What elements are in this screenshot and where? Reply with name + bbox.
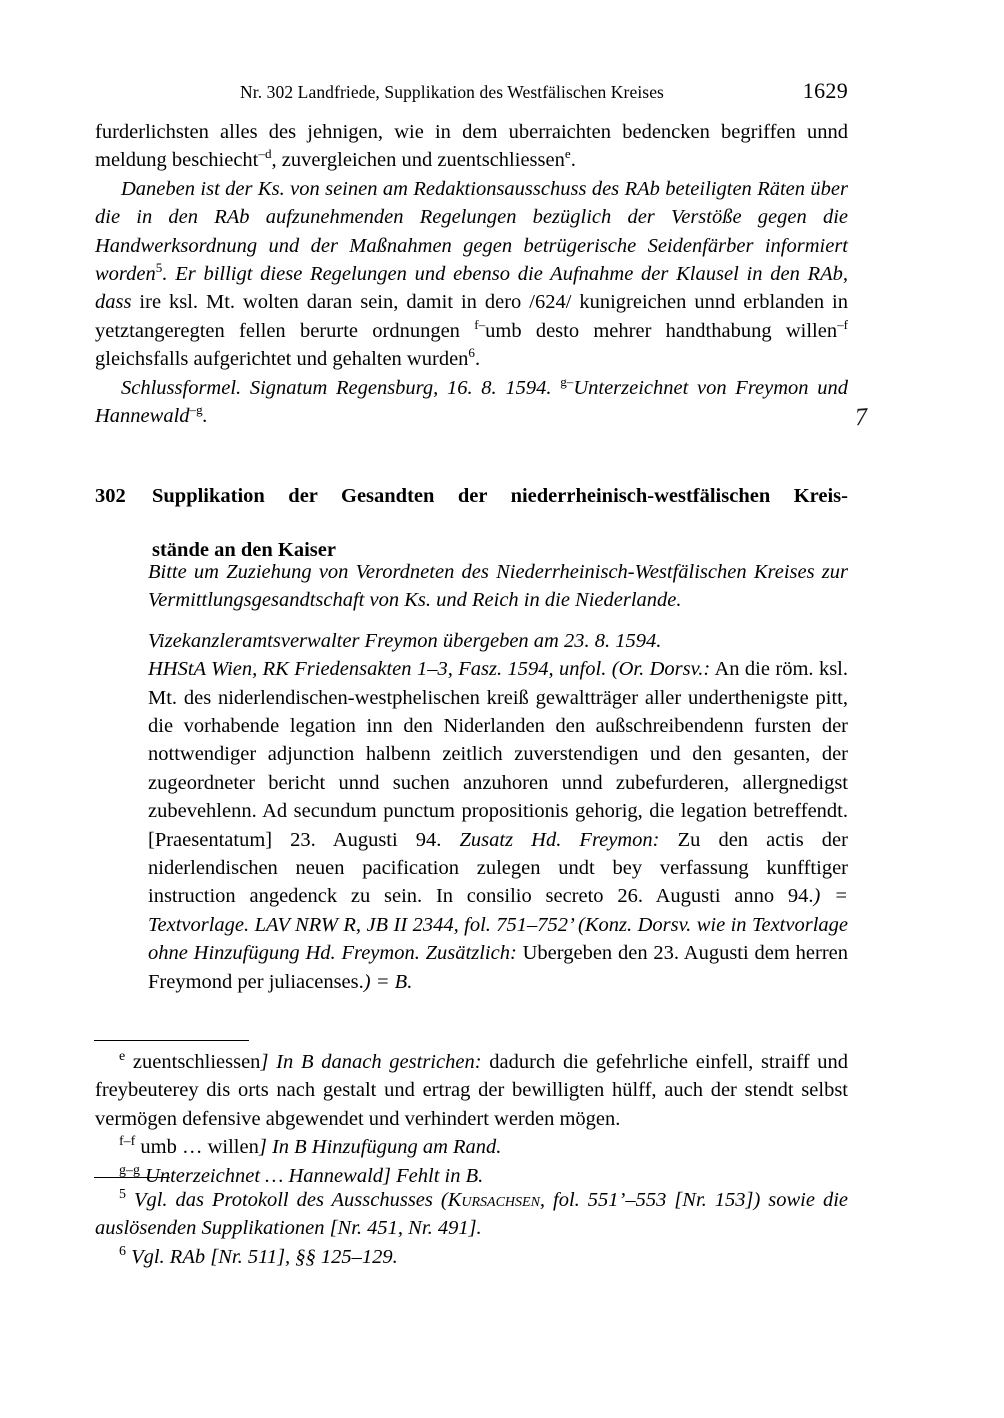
footnote-sigla-5: 5 [119,1187,126,1203]
page-number: 1629 [802,78,848,103]
main-text-block [95,118,848,430]
regest-presentation: Vizekanzleramtsverwalter Freymon übergeben am 23. 8. 1594. [148,629,662,652]
schluss-italic-3: . [202,405,208,428]
footnote-sigla-6: 6 [119,1243,126,1259]
section-title [152,483,848,564]
paragraph-daneben [95,175,848,374]
source-italic-1: HHStA Wien, RK Friedensakten 1–3, Fasz. 1594, unfol. (Or. Dorsv.: [148,658,711,681]
footnote-5-smallcaps: Kursachsen [447,1189,540,1211]
schluss-italic-2: Unterzeichnet von Freymon und Hannewald [95,376,848,428]
sigla-f-close: –f [837,317,848,333]
footnote-lemma-e: zuentschliessen [132,1051,261,1073]
footnote-ref-5[interactable]: 5 [155,260,163,276]
regest-source [148,655,848,996]
section-title-line1: Supplikation der Gesandten der niederrheinisch-westfälischen Kreis- [152,485,848,507]
daneben-roman-3: gleichsfalls aufgerichtet und gehalten wurden [95,348,469,371]
footnote-6-pre: Vgl. RAb [Nr. 511], §§ 125–129. [125,1245,398,1268]
running-head [95,80,848,102]
paragraph-schlussformel [95,374,848,431]
footnote-intro-f: In B Hinzufügung am Rand. [266,1136,502,1159]
footnote-intro-g: Unterzeichnet … Hannewald] Fehlt in B. [139,1164,484,1187]
continued-line2c: . [570,149,576,172]
section-title-line2: stände an den Kaiser [152,539,336,561]
footnote-sigla-e: e [119,1049,126,1065]
footnote-rule-letters [94,1040,249,1041]
footnote-5-pre: Vgl. das Protokoll des Ausschusses ( [125,1189,448,1211]
footnote-bracket-e: ] [260,1051,269,1073]
continued-line2a: unnd meldung beschiecht [95,121,848,172]
source-italic-2: Zusatz Hd. Freymon: [459,828,660,851]
source-roman-3: Ubergeben den 23. Augusti dem herren Freymond per juliacenses. [148,942,848,993]
footnote-bracket-f: ] [258,1136,267,1159]
footnote-letter-f [95,1133,848,1161]
schluss-italic-1: Schlussformel. Signatum Regensburg, 16. 8. 1594. [121,376,561,399]
running-head-title: Nr. 302 Landfriede, Supplikation des Westfälischen Kreises [240,82,664,102]
daneben-roman-end: . [474,348,481,371]
daneben-italic-1: Daneben ist der Ks. von seinen am Redaktionsausschuss des RAb beteiligten Räten über die in den RAb aufzunehmenden Regelungen bezüglich der Verstöße gegen die Handwerksordnung und der Maßnahmen gegen betrügerische Seidenfärber informiert worden [95,177,848,286]
section-number: 302 [95,485,126,507]
source-italic-3: ) = Textvorlage. LAV NRW R, JB II 2344, fol. 751–752’ (Konz. Dorsv. wie in Textvorlage ohne Hinzufügung Hd. Freymon. Zusätzlich: [148,885,848,965]
sigla-g-open: g– [560,373,574,389]
sigla-d: –d [258,146,272,162]
sigla-e: e [564,146,571,162]
section-heading [95,483,848,564]
footnote-number-5 [95,1186,848,1243]
continued-line1: furderlichsten alles des jehnigen, wie in dem uberraichten bedencken begriffen [95,121,796,143]
source-roman-1: An die röm. ksl. Mt. des niderlendischen-westphelischen kreiß gewaltträger aller underthenigste pitt, die vorhabende legation inn den Niderlanden den außschreibendenn fursten der nottwendiger adjunction halbenn zeitlich zuverstendigen und den gesanten, der zugeordneter bericht unnd suchen anzuhoren unnd zubefurderen, allergnedigst zubevehlenn. Ad secundum punctum propositionis gehorig, die legation betreffendt. [Praesentatum] 23. Augusti 94. [148,658,848,851]
sigla-g-close: –g [189,402,203,418]
marginal-pen-mark: 7 [854,403,869,432]
regest-summary: Bitte um Zuziehung von Verordneten des Niederrheinisch-Westfälischen Kreises zur Vermittlungsgesandtschaft von Ks. und Reich in die Niederlande. [148,561,848,612]
footnote-number-6 [95,1243,848,1271]
footnote-sigla-g: g–g [119,1162,140,1178]
sigla-f-open: f– [474,317,486,333]
footnote-intro-e: In B danach gestrichen: [268,1051,482,1073]
footnote-ref-6[interactable]: 6 [468,345,475,361]
footnote-lemma-f: umb … willen [140,1136,259,1159]
paragraph-continued [95,118,848,175]
source-roman-2: Zu den actis der niderlendischen neuen pacification zulegen undt bey verfassung kunfftiger instruction angedenck zu sein. In consilio secreto 26. Augusti anno 94. [148,828,848,908]
footnote-apparatus-numbers [95,1186,848,1271]
continued-line2b: , zuvergleichen und zuentschliessen [271,149,565,172]
footnote-apparatus-letters [95,1048,848,1190]
footnote-letter-e [95,1048,848,1133]
footnote-5-post: , fol. 551’–553 [Nr. 153]) sowie die auslösenden Supplikationen [Nr. 451, Nr. 491]. [95,1189,848,1240]
daneben-roman-1: ire ksl. Mt. wolten daran sein, damit in dero /624/ kunigreichen unnd erblanden in yetztangeregten fellen berurte ordnungen [95,291,848,342]
daneben-roman-2: umb desto mehrer handthabung willen [485,319,838,342]
daneben-italic-2: . Er billigt diese Regelungen und ebenso die Aufnahme der Klausel in den RAb, dass [95,263,848,314]
footnote-text-e: dadurch die gefehrliche einfell, straiff und freybeuterey dis orts nach gestalt und ertrag der bewilligten hülff, auch der stendt selbst vermögen defensive abgewendet und verhindert werden mögen. [95,1051,849,1130]
footnote-sigla-f: f–f [119,1134,136,1150]
regest-block [148,558,848,996]
source-italic-4: ) = B. [363,970,413,993]
